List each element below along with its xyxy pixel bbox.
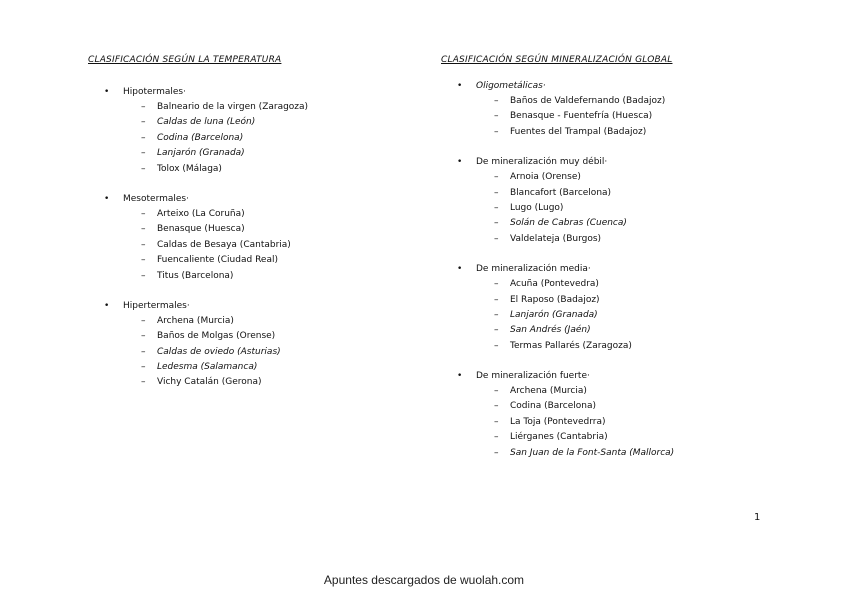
list-item: – Fuentes del Trampal (Badajoz): [441, 125, 771, 140]
list-item: – Caldas de luna (León): [88, 115, 408, 130]
list-item: – Archena (Murcia): [441, 384, 771, 399]
group-label: • De mineralización muy débil·: [441, 155, 771, 170]
temperature-heading: CLASIFICACIÓN SEGÚN LA TEMPERATURA: [88, 55, 282, 65]
list-item: – Lanjarón (Granada): [441, 308, 771, 323]
list-item: – Arteixo (La Coruña): [88, 207, 408, 222]
list-item: – Blancafort (Barcelona): [441, 186, 771, 201]
page-number: 1: [754, 512, 761, 523]
group-label: • De mineralización fuerte·: [441, 369, 771, 384]
footer-text: Apuntes descargados de wuolah.com: [323, 573, 525, 587]
list-item: – Codina (Barcelona): [441, 399, 771, 414]
list-item: – Titus (Barcelona): [88, 269, 408, 284]
list-item: – Valdelateja (Burgos): [441, 232, 771, 247]
list-item: – Fuencaliente (Ciudad Real): [88, 253, 408, 268]
group-label: • Mesotermales·: [88, 192, 408, 207]
list-item: – Caldas de Besaya (Cantabria): [88, 238, 408, 253]
group-mesotermales: [88, 192, 408, 284]
mineralization-heading: CLASIFICACIÓN SEGÚN MINERALIZACIÓN GLOBAL: [441, 55, 673, 65]
group-label: • Hipotermales·: [88, 85, 408, 100]
list-item: – Archena (Murcia): [88, 314, 408, 329]
list-item: – San Andrés (Jaén): [441, 323, 771, 338]
list-item: – Solán de Cabras (Cuenca): [441, 216, 771, 231]
list-item: – Termas Pallarés (Zaragoza): [441, 339, 771, 354]
list-item: – Baños de Valdefernando (Badajoz): [441, 94, 771, 109]
group-fuerte: [441, 369, 771, 461]
list-item: – La Toja (Pontevedrra): [441, 415, 771, 430]
list-item: – Lanjarón (Granada): [88, 146, 408, 161]
list-item: – Balneario de la virgen (Zaragoza): [88, 100, 408, 115]
group-label: • Oligometálicas·: [441, 79, 771, 94]
group-muy-debil: [441, 155, 771, 247]
group-oligometalicas: [441, 79, 771, 140]
temperature-classification-column: [88, 55, 408, 391]
group-hipertermales: [88, 299, 408, 391]
list-item: – Acuña (Pontevedra): [441, 277, 771, 292]
list-item: – Codina (Barcelona): [88, 131, 408, 146]
list-item: – San Juan de la Font-Santa (Mallorca): [441, 446, 771, 461]
group-label: • De mineralización media·: [441, 262, 771, 277]
list-item: – El Raposo (Badajoz): [441, 293, 771, 308]
list-item: – Benasque - Fuentefría (Huesca): [441, 109, 771, 124]
group-hipotermales: [88, 85, 408, 177]
group-media: [441, 262, 771, 354]
list-item: – Tolox (Málaga): [88, 162, 408, 177]
list-item: – Caldas de oviedo (Asturias): [88, 345, 408, 360]
mineralization-classification-column: [441, 55, 771, 461]
list-item: – Ledesma (Salamanca): [88, 360, 408, 375]
list-item: – Liérganes (Cantabria): [441, 430, 771, 445]
list-item: – Benasque (Huesca): [88, 222, 408, 237]
list-item: – Lugo (Lugo): [441, 201, 771, 216]
list-item: – Baños de Molgas (Orense): [88, 329, 408, 344]
group-label: • Hipertermales·: [88, 299, 408, 314]
list-item: – Arnoia (Orense): [441, 170, 771, 185]
list-item: – Vichy Catalán (Gerona): [88, 375, 408, 390]
